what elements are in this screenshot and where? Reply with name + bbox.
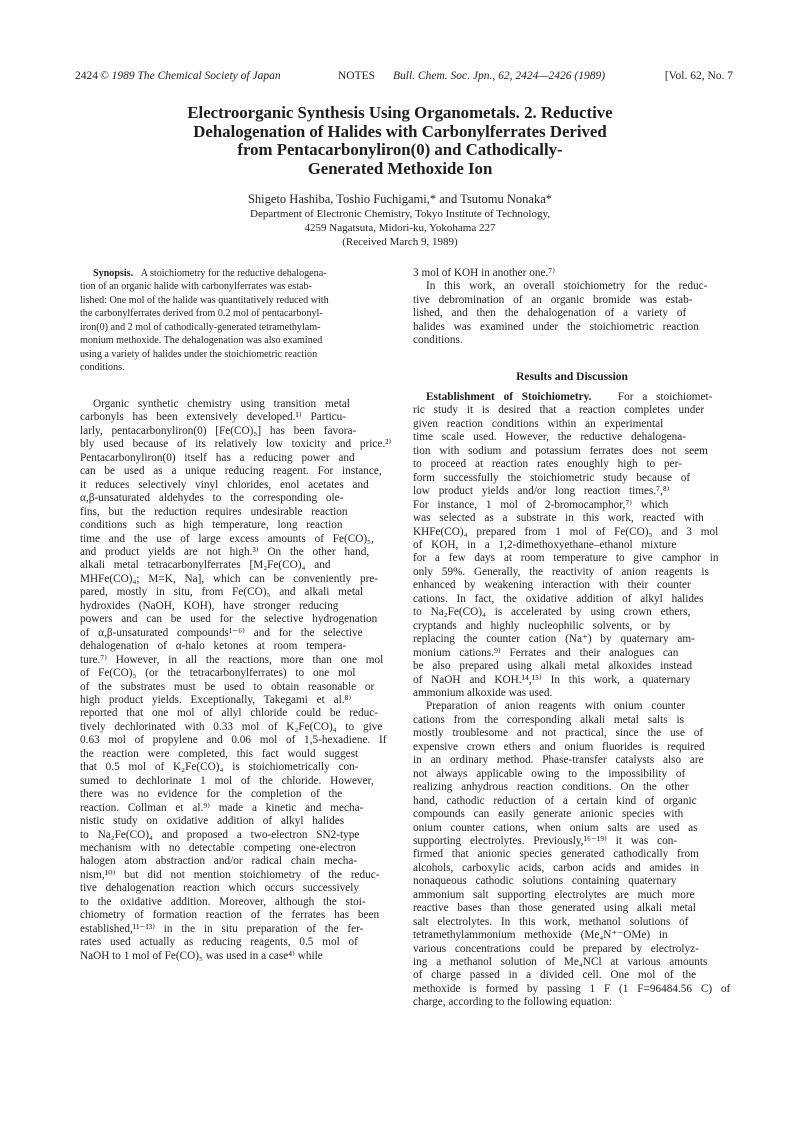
text-line: cations. In fact, the oxidative addition of alkyl halides	[413, 592, 704, 605]
text-line: can be used as a unique reducing reagent. For instance,	[80, 465, 382, 478]
affiliation-line: 4259 Nagatsuta, Midori-ku, Yokohama 227	[304, 222, 496, 234]
text-line: ture.⁷⁾ However, in all the reactions, more than one mol	[80, 653, 384, 666]
text-line: larly, pentacarbonyliron(0) [Fe(CO)₅] has been favora-	[80, 424, 357, 437]
text-line: Preparation of anion reagents with onium counter	[426, 700, 686, 713]
text-line: NaOH to 1 mol of Fe(CO)₅ was used in a case⁴⁾ while	[80, 949, 323, 962]
text-line: alcohols, carboxylic acids, carbon acids and amides in	[413, 861, 699, 874]
subsection-label: Establishment of Stoichiometry.	[426, 391, 592, 403]
text-line: of KOH, in a 1,2-dimethoxyethane–ethanol mixture	[413, 538, 677, 551]
synopsis-line: tion of an organic halide with carbonylferrates was estab-	[80, 281, 312, 293]
received-date: (Received March 9, 1989)	[342, 236, 458, 248]
synopsis-line: Synopsis. A stoichiometry for the reductive dehalogena-	[93, 268, 327, 279]
text-line: tive dehalogenation reaction which occurs successively	[80, 882, 359, 895]
text-line: KHFe(CO)₄ prepared from 1 mol of Fe(CO)₅ and 3 mol	[413, 525, 719, 538]
text-line: to proceed at reaction rates enoughly high to per-	[413, 458, 682, 471]
text-line: of Fe(CO)₅ (or the tetracarbonylferrates) to one mol	[80, 667, 356, 680]
text-line: carbonyls has been extensively developed.¹⁾ Particu-	[80, 411, 347, 424]
text-line: low product yields and/or long reaction times.⁷,⁸⁾	[413, 485, 670, 498]
text-line: time and the use of large excess amounts of Fe(CO)₅,	[80, 532, 374, 545]
synopsis-line: monium methoxide. The dehalogenation was also examined	[80, 335, 323, 347]
text-line: monium cations.⁹⁾ Ferrates and their analogues can	[413, 646, 679, 659]
text-fragment: For a stoichiomet-	[617, 391, 713, 403]
text-line: to Na₂Fe(CO)₄ is accelerated by using crown ethers,	[413, 606, 691, 619]
text-line: mechanism with no detectable competing one-electron	[80, 841, 356, 854]
text-line: form successfully the stoichiometric study because of	[413, 471, 691, 484]
text-line: of α,β-unsaturated compounds¹⁻⁶⁾ and for the selective	[80, 626, 363, 639]
text-line: that 0.5 mol of K₂Fe(CO)₄ is stoichiometrically con-	[80, 761, 359, 774]
text-line: compounds can easily generate anionic species with	[413, 808, 684, 821]
volume-issue: [Vol. 62, No. 7	[664, 70, 733, 82]
text-line: In this work, an overall stoichiometry for the reduc-	[426, 280, 708, 293]
text-line: time scale used. However, the reductive dehalogena-	[413, 431, 686, 444]
title-line: Dehalogenation of Halides with Carbonylferrates Derived	[193, 121, 607, 141]
text-line: realizing anhydrous reaction conditions. On the other	[413, 781, 689, 794]
text-line: cations from the corresponding alkali metal salts is	[413, 713, 685, 726]
text-line: halogen atom abstraction and/or radical chain mecha-	[80, 855, 358, 868]
text-line: hydroxides (NaOH, KOH), have stronger reducing	[80, 599, 339, 612]
text-line: mostly troublesome and not practical, since the use of	[413, 727, 704, 740]
text-line: reaction. Collman et al.⁹⁾ made a kinetic and mecha-	[80, 801, 364, 814]
title-line: from Pentacarbonyliron(0) and Cathodically-	[237, 140, 563, 159]
text-line: ric study it is desired that a reaction completes under	[413, 404, 705, 417]
section-heading: Results and Discussion	[516, 371, 628, 383]
text-line: reactive bases than those generated using alkali metal	[413, 902, 696, 915]
section-notes: NOTES	[338, 70, 376, 82]
synopsis-line: lished: One mol of the halide was quantitatively reduced with	[80, 294, 329, 306]
synopsis-line: the carbonylferrates derived from 0.2 mol of pentacarbonyl-	[80, 308, 323, 320]
article-title	[120, 104, 680, 178]
text-line: firmed that anionic species generated cathodically from	[413, 848, 699, 861]
text-line: fins, but the reduction requires undesirable reaction	[80, 505, 348, 518]
text-line: it reduces selectively vinyl chlorides, enol acetates and	[80, 478, 369, 491]
text-line: not always applicable owing to the impossibility of	[413, 767, 686, 780]
text-line: expensive crown ethers and onium fluorides is required	[413, 740, 705, 753]
text-line: nistic study on oxidative addition of alkyl halides	[80, 815, 345, 828]
text-line: powers and can be used for the selective hydrogenation	[80, 613, 378, 626]
text-line: tive debromination of an organic bromide was estab-	[413, 293, 693, 306]
text-line: for a few days at room temperature to give camphor in	[413, 552, 719, 565]
synopsis-line: iron(0) and 2 mol of cathodically-generated tetramethylam-	[80, 321, 321, 333]
text-line: tively dechlorinated with 0.33 mol of K₂Fe(CO)₄ to give	[80, 720, 383, 733]
text-line: the reaction were completed, this fact would suggest	[80, 747, 359, 760]
text-line: conditions such as high temperature, long reaction	[80, 519, 343, 532]
text-line: methoxide is formed by passing 1 F (1 F=96484.56 C) of	[413, 982, 731, 995]
text-line: 3 mol of KOH in another one.⁷⁾	[413, 267, 555, 279]
text-line: cryptands and highly nucleophilic solvents, or by	[413, 619, 671, 632]
text-line: Pentacarbonyliron(0) itself has a reducing power and	[80, 451, 355, 464]
text-line: tion with sodium and potassium ferrates does not seem	[413, 444, 708, 457]
text-line: established,¹¹⁻¹³⁾ in the in situ preparation of the fer-	[80, 922, 364, 935]
synopsis-label: Synopsis.	[93, 268, 134, 279]
text-line: bly used because of its relatively low toxicity and price.²⁾	[80, 438, 392, 451]
running-header	[75, 70, 733, 86]
text-line: nism,¹⁰⁾ but did not mention stoichiometry of the reduc-	[80, 868, 380, 881]
copyright-society: © 1989 The Chemical Society of Japan	[100, 70, 281, 82]
text-line: salt electrolytes. In this work, methanol solutions of	[413, 915, 689, 928]
text-line	[413, 391, 731, 404]
text-line: supporting electrolytes. Previously,¹⁶⁻¹⁹⁾ it was con-	[413, 834, 678, 847]
text-line: For instance, 1 mol of 2-bromocamphor,⁷⁾ which	[413, 498, 669, 511]
text-line: pared, mostly in situ, from Fe(CO)₅ and alkali metal	[80, 586, 364, 599]
affiliation-line: Department of Electronic Chemistry, Tokyo Institute of Technology,	[250, 208, 550, 220]
text-line: various concentrations could be prepared by electrolyz-	[413, 942, 699, 955]
text-line: reported that one mol of allyl chloride could be reduc-	[80, 707, 378, 720]
text-line: α,β-unsaturated aldehydes to the corresponding ole-	[80, 492, 344, 505]
synopsis	[80, 268, 392, 376]
text-line: ammonium salt supporting electrolytes are much more	[413, 888, 695, 901]
text-line: dehalogenation of α-halo ketones at room tempera-	[80, 640, 347, 653]
text-line: conditions.	[413, 334, 463, 347]
text-line: nonaqueous cathodic solutions containing quaternary	[413, 875, 677, 888]
text-line: there was no evidence for the completion of the	[80, 788, 343, 801]
text-line: charge, according to the following equation:	[413, 996, 613, 1009]
text-line: MHFe(CO)₄; M=K, Na], which can be conveniently pre-	[80, 572, 379, 585]
text-line: rates used actually as reducing reagents, 0.5 mol of	[80, 936, 358, 949]
text-line: lished, and then the dehalogenation of a variety of	[413, 307, 687, 320]
text-line: chiometry of formation reaction of the ferrates has been	[80, 909, 380, 922]
left-column-body	[80, 398, 392, 963]
title-line: Electroorganic Synthesis Using Organometals. 2. Reductive	[187, 103, 613, 122]
text-line: to Na₂Fe(CO)₄ and proposed a two-electron SN2-type	[80, 828, 360, 841]
text-line: hand, cathodic reduction of a certain kind of organic	[413, 794, 697, 807]
text-line: ammonium alkoxide was used.	[413, 686, 553, 699]
author-list: Shigeto Hashiba, Toshio Fuchigami,* and Tsutomu Nonaka*	[247, 192, 553, 206]
title-line: Generated Methoxide Ion	[307, 158, 493, 178]
text-line: tetramethylammonium methoxide (Me₄N⁺⁻OMe) in	[413, 929, 668, 942]
text-line: ing a methanol solution of Me₄NCl at various amounts	[413, 956, 708, 969]
text-line: high product yields. Exceptionally, Takegami et al.⁸⁾	[80, 693, 352, 706]
text-line: was selected as a substrate in this work, reacted with	[413, 512, 704, 525]
text-line: enhanced by weakening interaction with their counter	[413, 579, 691, 592]
right-column-body	[413, 391, 731, 1010]
synopsis-line: conditions.	[80, 362, 125, 374]
text-line: of NaOH and KOH.¹⁴,¹⁵⁾ In this work, a quaternary	[413, 673, 691, 686]
text-line: given reaction conditions within an experimental	[413, 417, 664, 430]
right-column-intro	[413, 267, 731, 348]
text-line: of charge passed in a divided cell. One mol of the	[413, 969, 697, 982]
text-line: in an ordinary method. Phase-transfer catalysts also are	[413, 754, 704, 767]
text-line: only 59%. Generally, the reactivity of anion reagents is	[413, 565, 709, 578]
text-line: of the substrates must be used to obtain reasonable or	[80, 680, 375, 693]
text-line: halides was examined under the stoichiometric reaction	[413, 320, 699, 333]
text-line: be also prepared using alkali metal alkoxides instead	[413, 660, 693, 673]
synopsis-line: using a variety of halides under the stoichiometric reaction	[80, 348, 318, 360]
text-line: 0.63 mol of propylene and 0.06 mol of 1,5-hexadiene. If	[80, 734, 387, 747]
text-line: alkali metal tetracarbonylferrates [M₂Fe(CO)₄ and	[80, 559, 331, 572]
text-line: replacing the counter cation (Na⁺) by quaternary am-	[413, 633, 695, 646]
text-line: and product yields are not high.³⁾ On the other hand,	[80, 545, 370, 558]
page-number: 2424	[75, 70, 98, 82]
text-line: Organic synthetic chemistry using transition metal	[93, 398, 350, 410]
journal-citation: Bull. Chem. Soc. Jpn., 62, 2424—2426 (1989)	[393, 70, 606, 82]
text-line: sumed to dechlorinate 1 mol of the chloride. However,	[80, 774, 374, 787]
text-line: to the oxidative addition. Moreover, although the stoi-	[80, 895, 366, 908]
text-line: onium counter cations, when onium salts are used as	[413, 821, 698, 834]
